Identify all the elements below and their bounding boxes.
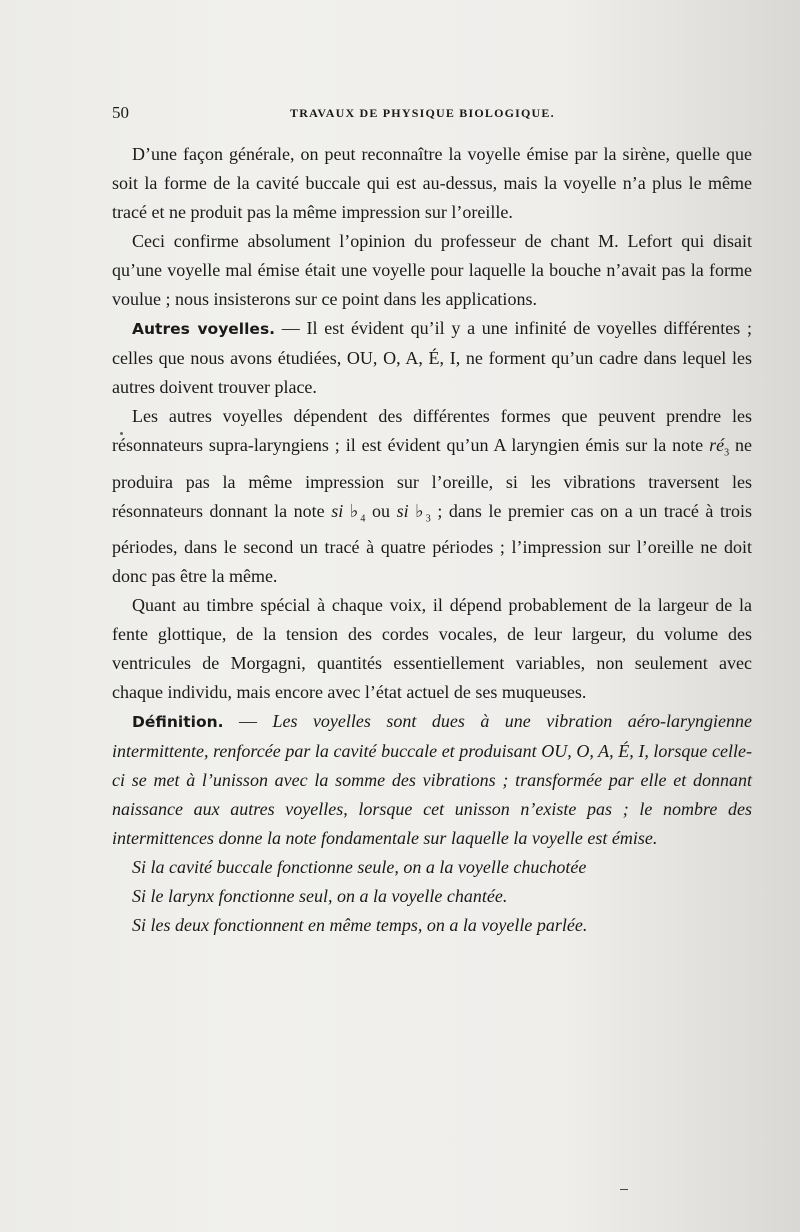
note-si-2-subscript: 3 <box>425 513 431 525</box>
paragraph-chantee: Si le larynx fonctionne seul, on a la voyelle chantée. <box>132 886 508 907</box>
paragraph-2: Ceci confirme absolument l’opinion du professeur de chant M. Lefort qui disait qu’une voyelle mal émise était une voyelle pour laquelle la bouche n’avait pas la forme voulue ; nous insisterons sur ce point dans les applications. <box>112 231 752 309</box>
page-body <box>112 140 752 940</box>
paragraph-4-part-b: ne produira pas la même impression sur l’oreille, si les vibrations traversent les résonnateurs donnant la note <box>112 435 752 521</box>
page-header <box>112 103 760 127</box>
note-re: ré <box>709 435 725 455</box>
paragraph-parlee: Si les deux fonctionnent en même temps, on a la voyelle parlée. <box>132 915 588 936</box>
paragraph-4-part-a: Les autres voyelles dépendent des différentes formes que peuvent prendre les résonnateurs supra-laryngiens ; il est évident qu’un A laryngien émis sur la note <box>112 406 752 455</box>
paragraph-chuchotee: Si la cavité buccale fonctionne seule, on a la voyelle chuchotée <box>132 857 587 878</box>
note-si-2: si <box>396 500 409 521</box>
paragraph-3-text: — Il est évident qu’il y a une infinité de voyelles différentes ; celles que nous avons étudiées, OU, O, A, É, I, ne forment qu’un cadre dans lequel les autres doivent trouver place. <box>112 318 752 397</box>
paragraph-1: D’une façon générale, on peut reconnaître la voyelle émise par la sirène, quelle que soit la forme de la cavité buccale qui est au-dessus, mais la voyelle n’a plus le même tracé et ne produit pas la même impression sur l’oreille. <box>112 144 752 222</box>
paragraph-4 <box>112 402 752 591</box>
section-lead-definition: Définition. <box>132 713 224 732</box>
note-re-subscript: 3 <box>724 447 730 459</box>
section-lead-autres-voyelles: Autres voyelles. <box>132 320 276 338</box>
definition-dash: — <box>223 711 273 732</box>
paragraph-4-part-d: ; dans le premier cas on a un tracé à trois périodes, dans le second un tracé à quatre périodes ; l’impression sur l’oreille ne doit donc pas être la même. <box>112 500 752 587</box>
paragraph-5: Quant au timbre spécial à chaque voix, il dépend probablement de la largeur de la fente glottique, de la tension des cordes vocales, de leur largeur, du volume des ventricules de Morgagni, quantités essentiellement variables, non seulement avec chaque individu, mais encore avec l’état actuel de ses muqueuses. <box>112 595 752 703</box>
paragraph-4-part-c: ou <box>365 500 397 521</box>
page-number: 50 <box>112 103 129 122</box>
note-si-1-subscript: 4 <box>360 513 366 525</box>
flat-symbol-2: ♭ <box>415 500 426 521</box>
print-speck <box>120 432 123 435</box>
paragraph-definition <box>112 707 752 853</box>
definition-text: Les voyelles sont dues à une vibration aéro-laryngienne intermittente, renforcée par la cavité buccale et produisant OU, O, A, É, I, lorsque celle-ci se met à l’unisson avec la somme des vibrations ; transformée par elle et donnant naissance aux autres voyelles, lorsque cet unisson n’existe pas ; le nombre des intermittences donne la note fondamentale sur laquelle la voyelle est émise. <box>112 711 753 849</box>
running-title: TRAVAUX DE PHYSIQUE BIOLOGIQUE. <box>290 106 555 120</box>
bottom-mark <box>620 1189 628 1190</box>
flat-symbol-1: ♭ <box>349 500 361 521</box>
paragraph-autres-voyelles <box>112 314 752 402</box>
note-si-1: si <box>331 500 344 521</box>
